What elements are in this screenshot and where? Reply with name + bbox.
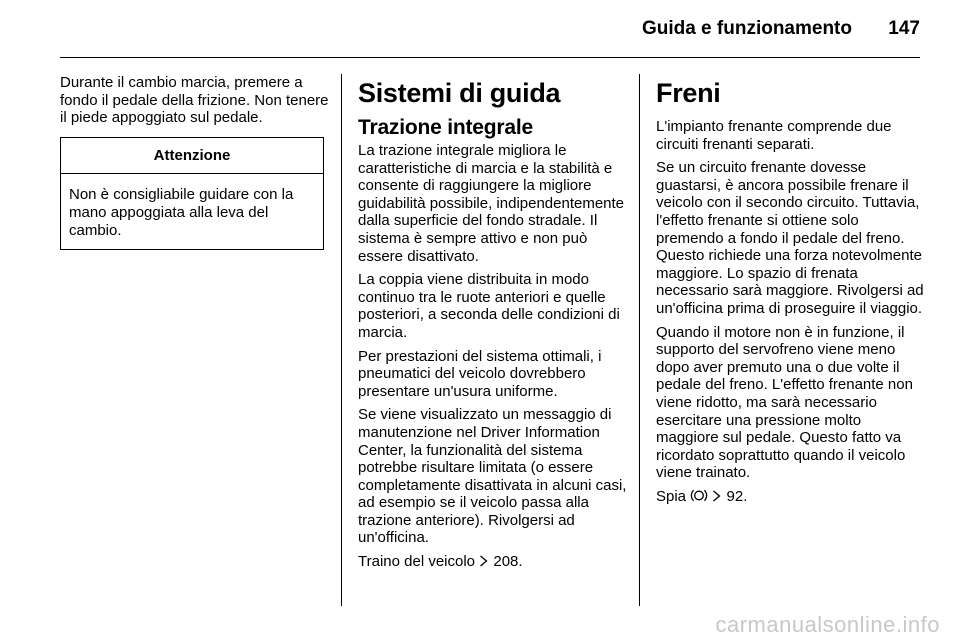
column-right [656,74,926,513]
reference-page: 92. [726,487,748,505]
page-reference-arrow-icon [479,553,489,571]
page-reference-arrow-icon [712,488,722,506]
paragraph: L'impianto frenante comprende due circuiti frenanti separati. [656,118,892,153]
notice-body: Non è consigliabile guidare con la mano appoggiata alla leva del cambio. [69,186,294,239]
section-heading-brakes: Freni [656,78,721,108]
reference-page: 208. [493,553,523,571]
column-left [60,74,330,250]
section-title: Guida e funzionamento [641,18,852,39]
page-header [0,0,960,58]
subsection-heading: Trazione integrale [358,116,533,139]
clutch-paragraph: Durante il cambio marcia, premere a fondo il pedale della frizione. Non tenere il piede appoggiato sul pedale. [60,74,329,127]
column-divider-2 [639,74,640,606]
paragraph: Per prestazioni del sistema ottimali, i pneumatici del veicolo dovrebbero presentare un'usura uniforme. [358,347,602,400]
section-heading: Sistemi di guida [358,78,561,108]
paragraph: La trazione integrale migliora le caratteristiche di marcia e la stabilità e consente di raggiungere la migliore guidabilità possibile, indipendentemente dalla superficie del fondo stradale. Il sistema è sempre attivo e non può essere disattivato. [358,142,625,265]
page-number: 147 [888,18,920,39]
column-divider-1 [341,74,342,606]
cross-reference[interactable] [656,488,926,508]
reference-text: Spia [656,487,687,505]
notice-heading: Attenzione [61,138,323,175]
reference-text: Traino del veicolo [358,553,476,571]
watermark: carmanualsonline.info [715,612,940,637]
paragraph: La coppia viene distribuita in modo continuo tra le ruote anteriori e quelle posteriori, a seconda delle condizioni di marcia. [358,271,620,341]
brake-warning-icon [690,488,708,508]
paragraph: Se viene visualizzato un messaggio di manutenzione nel Driver Information Center, la funzionalità del sistema potrebbe risultare limitata (o essere completamente disattivata in alcuni casi, ad esempio se il veicolo passa alla trazione anteriore). Rivolgersi ad un'officina. [358,406,627,547]
notice-box [60,137,324,250]
header-rule [60,57,920,58]
cross-reference[interactable] [358,553,628,571]
paragraph: Quando il motore non è in funzione, il supporto del servofreno viene meno dopo aver premuto una o due volte il pedale del freno. L'effetto frenante non viene ridotto, ma sarà necessario esercitare una pressione molto maggiore sul pedale. Questo fatto va ricordato soprattutto quando il veicolo viene trainato. [656,323,913,482]
column-middle [358,74,628,577]
paragraph: Se un circuito frenante dovesse guastarsi, è ancora possibile frenare il veicolo con il secondo circuito. Tuttavia, l'effetto frenante si ottiene solo premendo a fondo il pedale del freno. Questo richiede una forza notevolmente maggiore. Lo spazio di frenata necessario sarà maggiore. Rivolgersi ad un'officina prima di proseguire il viaggio. [656,159,924,317]
